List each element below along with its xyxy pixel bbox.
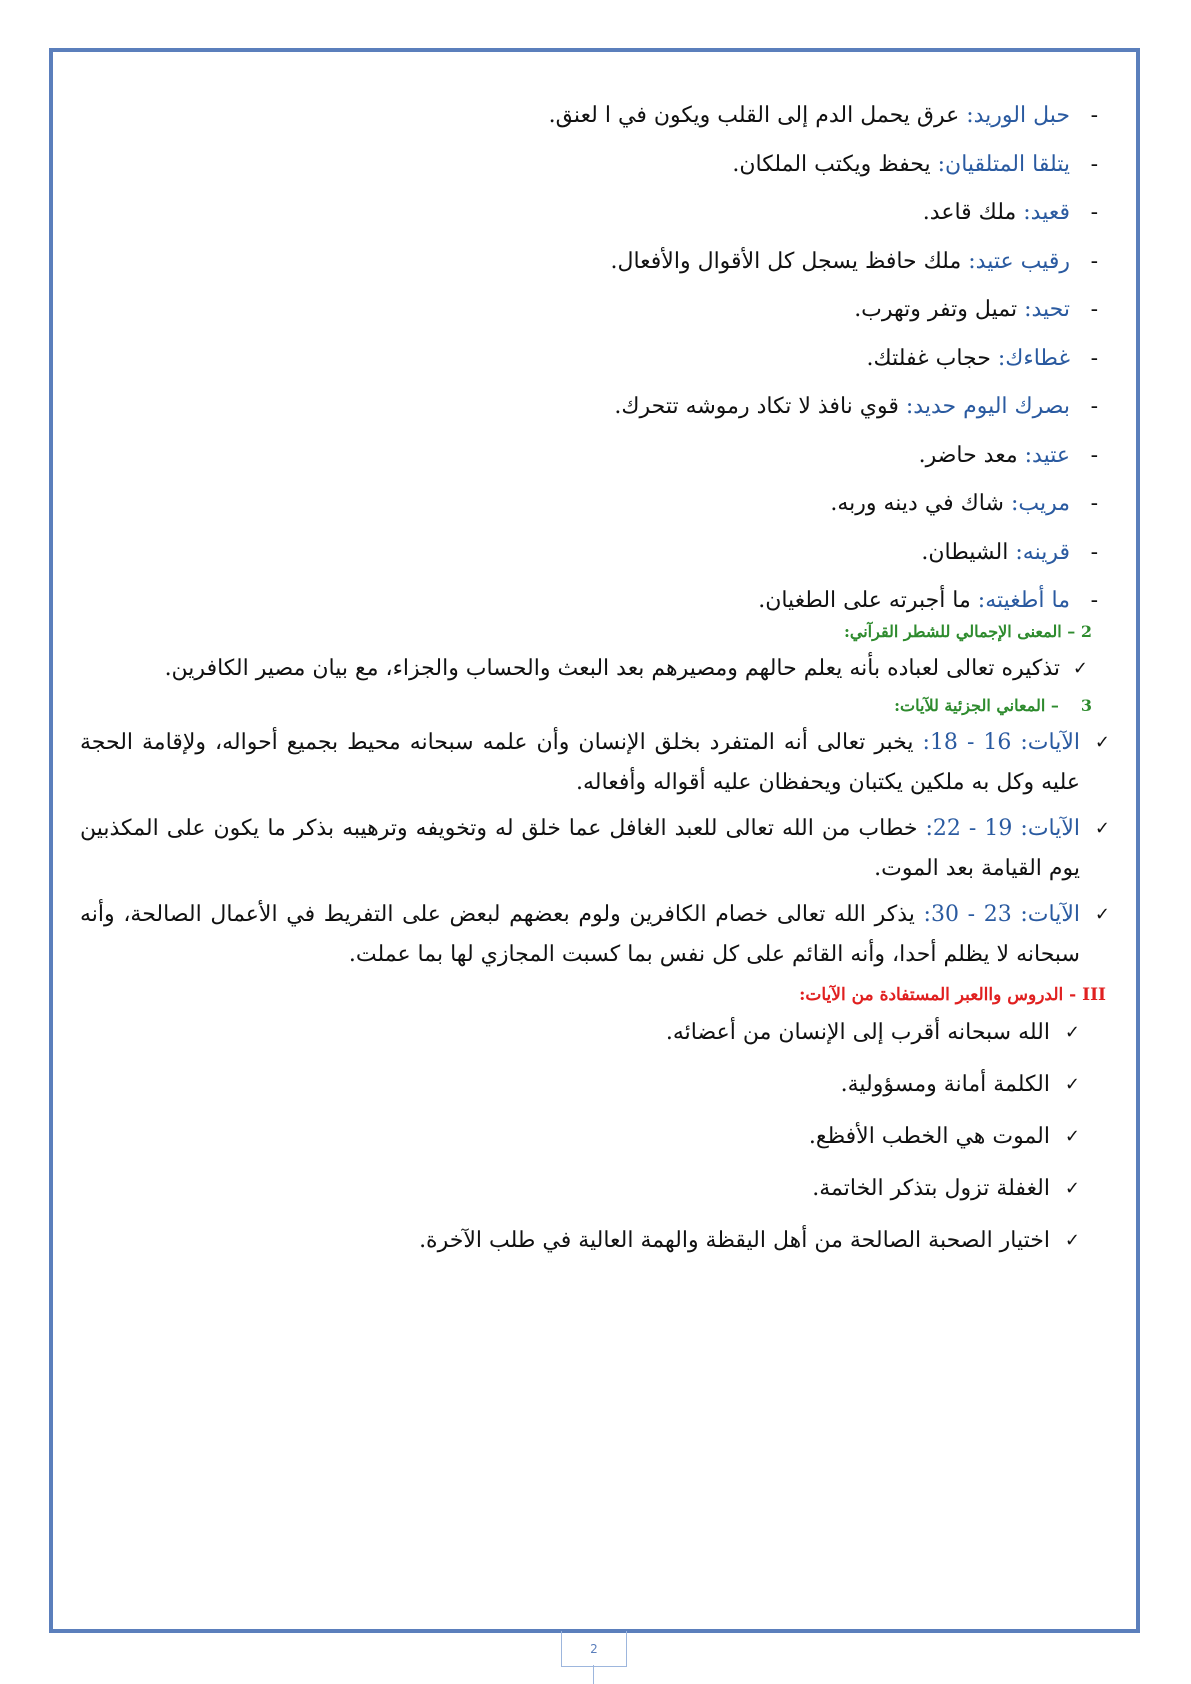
lesson-item <box>80 1117 1110 1157</box>
verse-explanation: يخبر تعالى أنه المتفرد بخلق الإنسان وأن علمه سبحانه محيط بجميع أحواله، ولإقامة الحجة عليه وكل به ملكين يكتبان ويحفظان عليه أقواله وأفعاله. <box>80 730 1080 795</box>
verse-group-item <box>80 723 1110 803</box>
lesson-item <box>80 1013 1110 1053</box>
vocab-item <box>80 488 1110 520</box>
vocab-item <box>80 343 1110 375</box>
dash: - <box>1090 442 1098 468</box>
checkmark-icon: ✓ <box>1064 1022 1080 1043</box>
vocab-definition: قوي نافذ لا تكاد رموشه تتحرك. <box>614 394 906 419</box>
vocab-term: قرينه: <box>1015 539 1070 565</box>
vocab-item <box>80 197 1110 229</box>
section-3-number: 3 <box>1080 696 1092 715</box>
dash: - <box>1090 248 1098 274</box>
lesson-item <box>80 1221 1110 1261</box>
verse-explanation: خطاب من الله تعالى للعبد الغافل عما خلق له وتخويفه وترهيبه بذكر ما يكون على المكذبين يوم القيامة بعد الموت. <box>80 816 1080 881</box>
vocab-term: قعيد: <box>1023 200 1070 225</box>
lesson-item <box>80 1065 1110 1105</box>
dash: - <box>1090 103 1098 128</box>
lesson-text: الغفلة تزول بتذكر الخاتمة. <box>812 1176 1050 1201</box>
lessons-heading: III - الدروس واالعبر المستفادة من الآيات: <box>799 985 1106 1005</box>
vocab-item <box>80 585 1110 617</box>
vocab-definition: يحفظ ويكتب الملكان. <box>732 151 938 177</box>
vocab-term: تحيد: <box>1024 297 1070 322</box>
checkmark-icon: ✓ <box>1094 732 1110 753</box>
checkmark-icon: ✓ <box>1094 904 1110 925</box>
vocab-definition: حجاب غفلتك. <box>866 345 998 371</box>
section-3-heading <box>80 695 1110 717</box>
lesson-text: الموت هي الخطب الأفظع. <box>808 1124 1050 1149</box>
lesson-text: اختيار الصحبة الصالحة من أهل اليقظة والهمة العالية في طلب الآخرة. <box>419 1228 1050 1253</box>
dash: - <box>1090 345 1098 371</box>
vocab-definition: ملك حافظ يسجل كل الأقوال والأفعال. <box>610 248 969 274</box>
dash: - <box>1090 151 1098 177</box>
vocab-definition: عرق يحمل الدم إلى القلب ويكون في ا لعنق. <box>548 103 967 128</box>
verse-group-item <box>80 895 1110 975</box>
checkmark-icon: ✓ <box>1064 1074 1080 1095</box>
page-content <box>80 100 1110 1273</box>
dash: - <box>1090 539 1098 565</box>
vocab-item <box>80 246 1110 278</box>
verse-group-item <box>80 809 1110 889</box>
verse-explanation: يذكر الله تعالى خصام الكافرين ولوم بعضهم لبعض على التفريط في الأعمال الصالحة، وأنه سبحانه لا يظلم أحدا، وأنه القائم على كل نفس بما كسبت المجازي لها بما عملت. <box>80 902 1080 967</box>
page-number: 2 <box>561 1631 627 1667</box>
checkmark-icon: ✓ <box>1064 1230 1080 1251</box>
vocab-term: غطاءك: <box>997 345 1070 371</box>
vocab-term: يتلقا المتلقيان: <box>937 151 1070 177</box>
verse-range-label: الآيات: 19 - 22: <box>925 816 1081 841</box>
section-3-title: – المعاني الجزئية للآيات: <box>894 696 1059 715</box>
dash: - <box>1090 200 1098 225</box>
lesson-text: الكلمة أمانة ومسؤولية. <box>840 1072 1050 1097</box>
vocab-item <box>80 391 1110 423</box>
verse-range-label: الآيات: 16 - 18: <box>922 730 1081 755</box>
vocab-item <box>80 149 1110 181</box>
vocab-term: ما أطغيته: <box>977 588 1070 613</box>
checkmark-icon: ✓ <box>1064 1126 1080 1147</box>
dash: - <box>1090 491 1098 516</box>
section-2-heading: 2 – المعنى الإجمالي للشطر القرآني: <box>843 622 1092 641</box>
vocab-term: بصرك اليوم حديد: <box>905 394 1070 419</box>
vocab-definition: ملك قاعد. <box>922 200 1024 225</box>
dash: - <box>1090 394 1098 419</box>
vocab-definition: الشيطان. <box>921 539 1016 565</box>
vocab-definition: شاك في دينه وربه. <box>830 491 1011 516</box>
vocab-item <box>80 537 1110 569</box>
vocab-definition: ما أجبرته على الطغيان. <box>758 588 978 613</box>
summary-text: تذكيره تعالى لعباده بأنه يعلم حالهم ومصيرهم بعد البعث والحساب والجزاء، مع بيان مصير الكافرين. <box>164 656 1060 681</box>
lesson-text: الله سبحانه أقرب إلى الإنسان من أعضائه. <box>665 1020 1050 1045</box>
vocab-item <box>80 100 1110 132</box>
vocabulary-list <box>80 100 1110 617</box>
vocab-item <box>80 294 1110 326</box>
lesson-item <box>80 1169 1110 1209</box>
vocab-term: حبل الوريد: <box>966 103 1070 128</box>
vocab-term: رقيب عتيد: <box>968 248 1070 274</box>
summary-item <box>80 649 1110 689</box>
checkmark-icon: ✓ <box>1094 818 1110 839</box>
dash: - <box>1090 297 1098 322</box>
verse-range-label: الآيات: 23 - 30: <box>923 902 1080 927</box>
vocab-term: عتيد: <box>1024 442 1070 468</box>
vocab-definition: تميل وتفر وتهرب. <box>854 297 1025 322</box>
vocab-item <box>80 440 1110 472</box>
vocab-term: مريب: <box>1010 491 1070 516</box>
checkmark-icon: ✓ <box>1072 658 1088 679</box>
dash: - <box>1090 588 1098 613</box>
page-number-tick <box>593 1665 594 1684</box>
vocab-definition: معد حاضر. <box>918 442 1025 468</box>
checkmark-icon: ✓ <box>1064 1178 1080 1199</box>
